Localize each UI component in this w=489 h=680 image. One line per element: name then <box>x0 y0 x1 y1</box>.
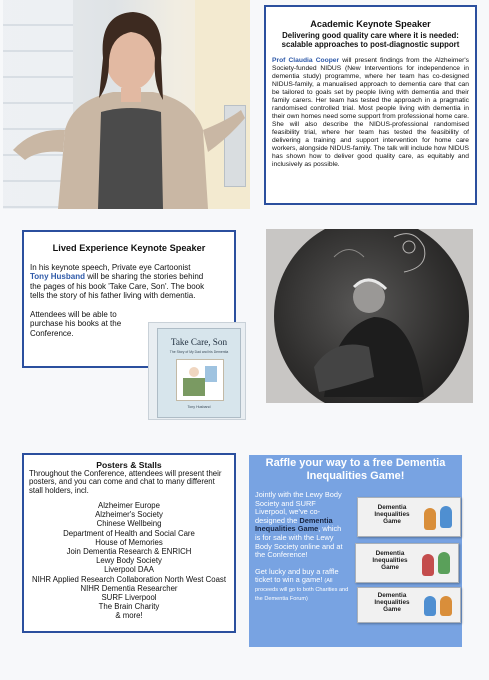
book-author: Tony Husband <box>187 405 211 409</box>
game-figure-icon <box>422 554 434 576</box>
academic-speaker-name: Prof Claudia Cooper <box>272 57 340 64</box>
stall-item: Join Dementia Research & ENRICH <box>66 546 192 556</box>
stalls-list <box>29 501 229 621</box>
posters-stalls-box <box>22 453 236 633</box>
book-title: Take Care, Son <box>170 337 228 347</box>
raffle-body-after: , which is for sale with the Lewy Body Society online and at the Conference! <box>255 524 343 560</box>
book-subtitle: The Story of My Dad and his Dementia <box>169 350 229 354</box>
stall-item: NIHR Applied Research Collaboration North West Coast <box>31 574 226 584</box>
raffle-cta-note: (All proceeds will go to both Charities and the Dementia Forum) <box>255 578 349 603</box>
seated-figure <box>274 229 469 403</box>
speaker-photo-tony-husband <box>266 229 473 403</box>
speaker-figure <box>3 0 250 209</box>
stall-item: & more! <box>115 611 143 621</box>
raffle-body <box>255 491 345 560</box>
stall-item: Lewy Body Society <box>96 556 162 566</box>
academic-description <box>272 57 469 169</box>
stall-item: Liverpool DAA <box>104 565 154 575</box>
book-illustration <box>176 359 224 401</box>
game-box-title: Dementia Inequalities Game <box>374 504 410 525</box>
raffle-game-name: Dementia Inequalities Game <box>255 515 333 534</box>
stall-item: The Brain Charity <box>98 602 160 612</box>
academic-description-text: will present findings from the Alzheimer's Society-funded NIDUS (New Interventions for independence in dementia study) programme, where her team has co-designed NIDUS-family, a manualised approach to dementia care that can be tailored to goals set by people living with dementia and their family carers. Her team has tested the approach in a pragmatic randomised controlled trial. Most people living with dementia in their own homes need some support from professional home care. She will also describe the NIDUS-professional randomised feasibility trial, where her team has tested the feasibility of delivering a training and support intervention for home care workers, alongside NIDUS-family. The talk will include how NIDUS has shown how to deliver good quality care, as equitably and inclusively as possible. <box>272 57 469 168</box>
game-box-image <box>357 587 461 623</box>
raffle-body-before: Jointly with the Lewy Body Society and SURF Liverpool, we've co-designed the <box>255 490 342 525</box>
raffle-box <box>249 455 462 647</box>
speaker-photo-claudia-cooper <box>3 0 250 209</box>
game-box-image <box>357 497 461 537</box>
game-figure-icon <box>424 508 436 530</box>
posters-heading: Posters & Stalls <box>96 460 162 470</box>
stall-item: NIHR Dementia Researcher <box>80 583 178 593</box>
stall-item: House of Memories <box>95 537 163 547</box>
posters-intro: Throughout the Conference, attendees will present their posters, and you can come and chat to many different stall holders, incl. <box>29 469 222 495</box>
game-figure-icon <box>438 552 450 574</box>
lived-attendees-note: Attendees will be able to purchase his books at the Conference. <box>30 310 122 338</box>
game-figure-icon <box>424 596 436 616</box>
game-figure-icon <box>440 596 452 616</box>
lived-speaker-name: Tony Husband <box>30 272 85 282</box>
game-figure-icon <box>440 506 452 528</box>
stall-item: Alzheimer's Society <box>95 510 163 520</box>
stall-item: Department of Health and Social Care <box>63 528 195 538</box>
academic-subheading: Delivering good quality care where it is needed: scalable approaches to post-diagnostic support <box>281 31 460 49</box>
lived-heading: Lived Experience Keynote Speaker <box>52 243 206 253</box>
stall-item: Chinese Wellbeing <box>96 519 162 529</box>
book-cover-take-care-son <box>148 322 246 420</box>
game-box-image <box>355 543 459 583</box>
book-cover <box>157 328 241 418</box>
raffle-cta <box>255 568 349 604</box>
raffle-heading: Raffle your way to a free Dementia Inequalities Game! <box>265 457 446 482</box>
stall-item: SURF Liverpool <box>101 592 157 602</box>
stall-item: Alzheimer Europe <box>98 500 160 510</box>
lived-description <box>30 263 210 300</box>
raffle-cta-text: Get lucky and buy a raffle ticket to win a game! <box>255 566 339 585</box>
lived-text-before: In his keynote speech, Private eye Cartoonist <box>30 263 191 272</box>
academic-heading: Academic Keynote Speaker <box>310 19 431 29</box>
game-box-title: Dementia Inequalities Game <box>374 592 410 613</box>
game-box-title: Dementia Inequalities Game <box>372 550 408 571</box>
academic-keynote-box <box>264 5 477 205</box>
circular-photo <box>274 229 469 403</box>
lived-text-after: will be sharing the stories behind the pages of his book 'Take Care, Son'. The book tells the story of his father living with dementia. <box>30 272 205 300</box>
